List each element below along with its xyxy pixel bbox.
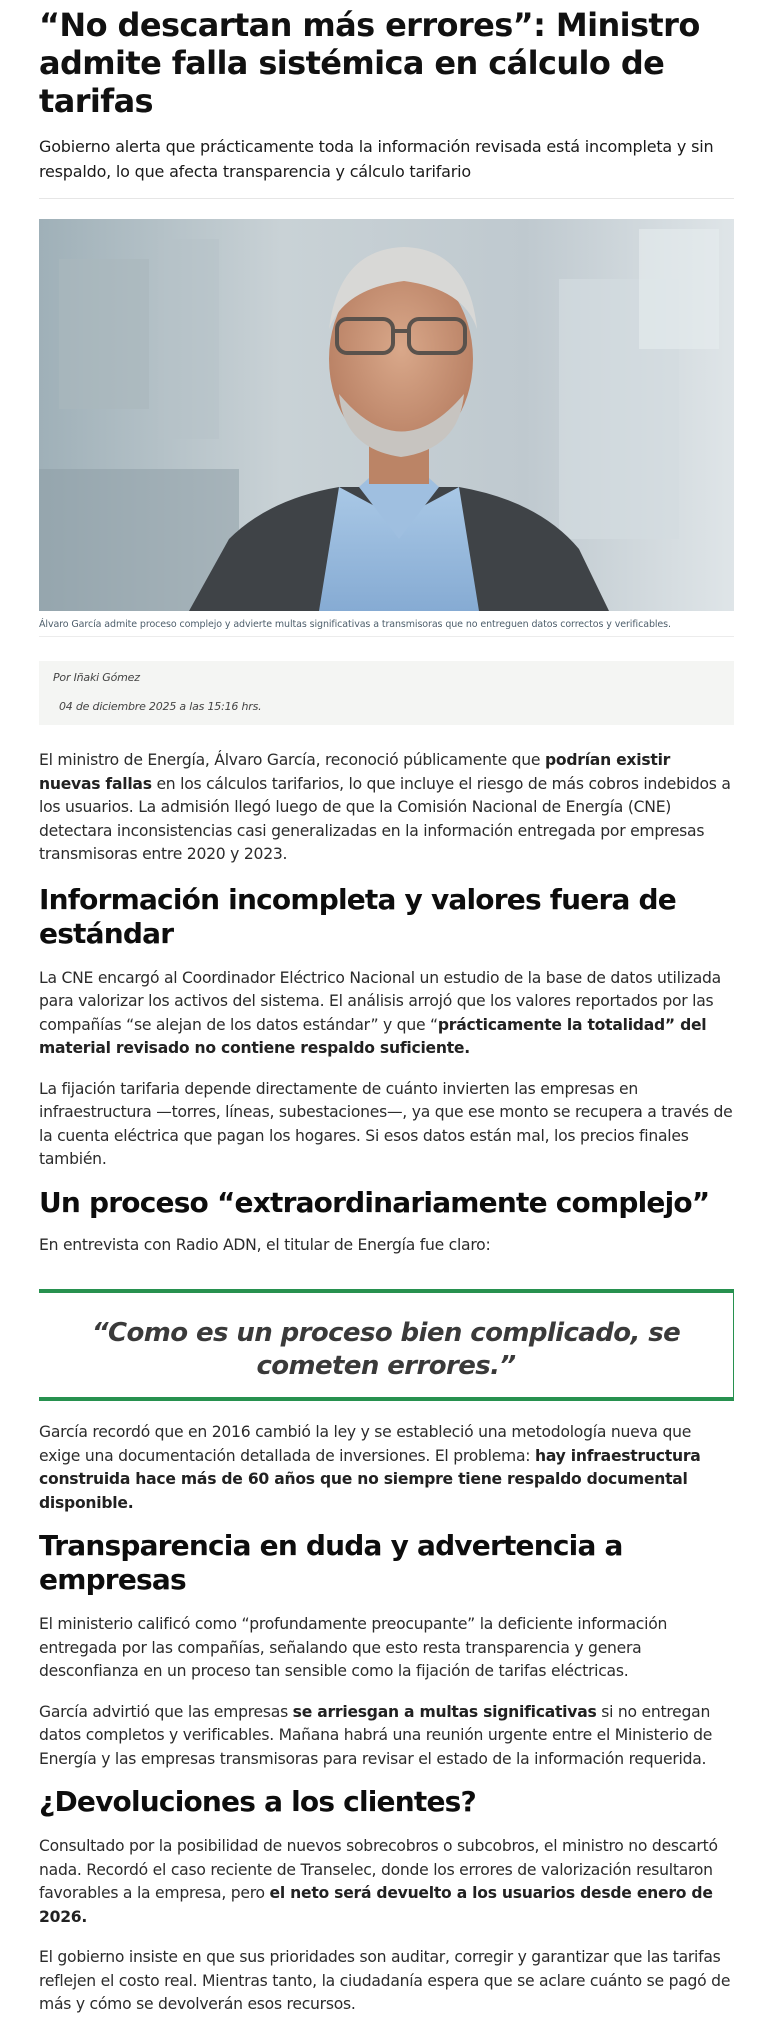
author-byline: Por Iñaki Gómez bbox=[53, 671, 140, 684]
article-photo[interactable] bbox=[39, 219, 734, 611]
paragraph: El ministro de Energía, Álvaro García, reconoció públicamente que podrían existir nuevas fallas en los cálculos tarifarios, lo que incluye el riesgo de más cobros indebidos a los usuarios. La admisión llegó luego de que la Comisión Nacional de Energía (CNE) detectara inconsistencias casi generalizadas en la información entregada por empresas transmisoras entre 2020 y 2023. bbox=[39, 751, 731, 863]
section-heading: Información incompleta y valores fuera de estándar bbox=[39, 882, 676, 950]
paragraph: La fijación tarifaria depende directamente de cuánto invierten las empresas en infraestructura —torres, líneas, subestaciones—, ya que ese monto se recupera a través de la cuenta eléctrica que pagan los hogares. Si esos datos están mal, los precios finales también. bbox=[39, 1079, 733, 1168]
section-heading: Transparencia en duda y advertencia a empresas bbox=[39, 1529, 623, 1596]
section-heading: Un proceso “extraordinariamente complejo” bbox=[39, 1185, 710, 1219]
divider bbox=[39, 198, 734, 199]
section-heading: ¿Devoluciones a los clientes? bbox=[39, 1785, 476, 1818]
paragraph: Consultado por la posibilidad de nuevos sobrecobros o subcobros, el ministro no descartó nada. Recordó el caso reciente de Transelec, donde los errores de valorización resultaron favorables a la empresa, pero el neto será devuelto a los usuarios desde enero de 2026. bbox=[39, 1837, 718, 1926]
publish-date: 04 de diciembre 2025 a las 15:16 hrs. bbox=[59, 700, 262, 713]
paragraph: En entrevista con Radio ADN, el titular de Energía fue claro: bbox=[39, 1235, 491, 1254]
paragraph: García recordó que en 2016 cambió la ley y se estableció una metodología nueva que exige una documentación detallada de inversiones. El problema: hay infraestructura construida hace más de 60 años que no siempre tiene respaldo documental disponible. bbox=[39, 1423, 701, 1512]
portrait-illustration bbox=[39, 219, 734, 611]
byline-box bbox=[39, 661, 734, 725]
article-title: “No descartan más errores”: Ministro admite falla sistémica en cálculo de tarifas bbox=[39, 6, 700, 120]
pull-quote bbox=[39, 1289, 734, 1401]
paragraph: El ministerio calificó como “profundamente preocupante” la deficiente información entregada por las compañías, señalando que esto resta transparencia y genera desconfianza en un proceso tan sensible como la fijación de tarifas eléctricas. bbox=[39, 1615, 668, 1680]
quote-text: “Como es un proceso bien complicado, se cometen errores.” bbox=[91, 1318, 681, 1381]
article-lead: Gobierno alerta que prácticamente toda la información revisada está incompleta y sin respaldo, lo que afecta transparencia y cálculo tarifario bbox=[39, 137, 714, 181]
paragraph: García advirtió que las empresas se arriesgan a multas significativas si no entregan datos completos y verificables. Mañana habrá una reunión urgente entre el Ministerio de Energía y las empresas transmisoras para revisar el estado de la información requerida. bbox=[39, 1702, 713, 1768]
image-caption: Álvaro García admite proceso complejo y advierte multas significativas a transmisoras que no entreguen datos correctos y verificables. bbox=[39, 611, 734, 637]
paragraph: La CNE encargó al Coordinador Eléctrico Nacional un estudio de la base de datos utilizada para valorizar los activos del sistema. El análisis arrojó que los valores reportados por las compañías “se alejan de los datos estándar” y que “prácticamente la totalidad” del material revisado no contiene respaldo suficiente. bbox=[39, 968, 721, 1057]
paragraph: El gobierno insiste en que sus prioridades son auditar, corregir y garantizar que las tarifas reflejen el costo real. Mientras tanto, la ciudadanía espera que se aclare cuánto se pagó de más y cómo se devolverán esos recursos. bbox=[39, 1948, 731, 2013]
